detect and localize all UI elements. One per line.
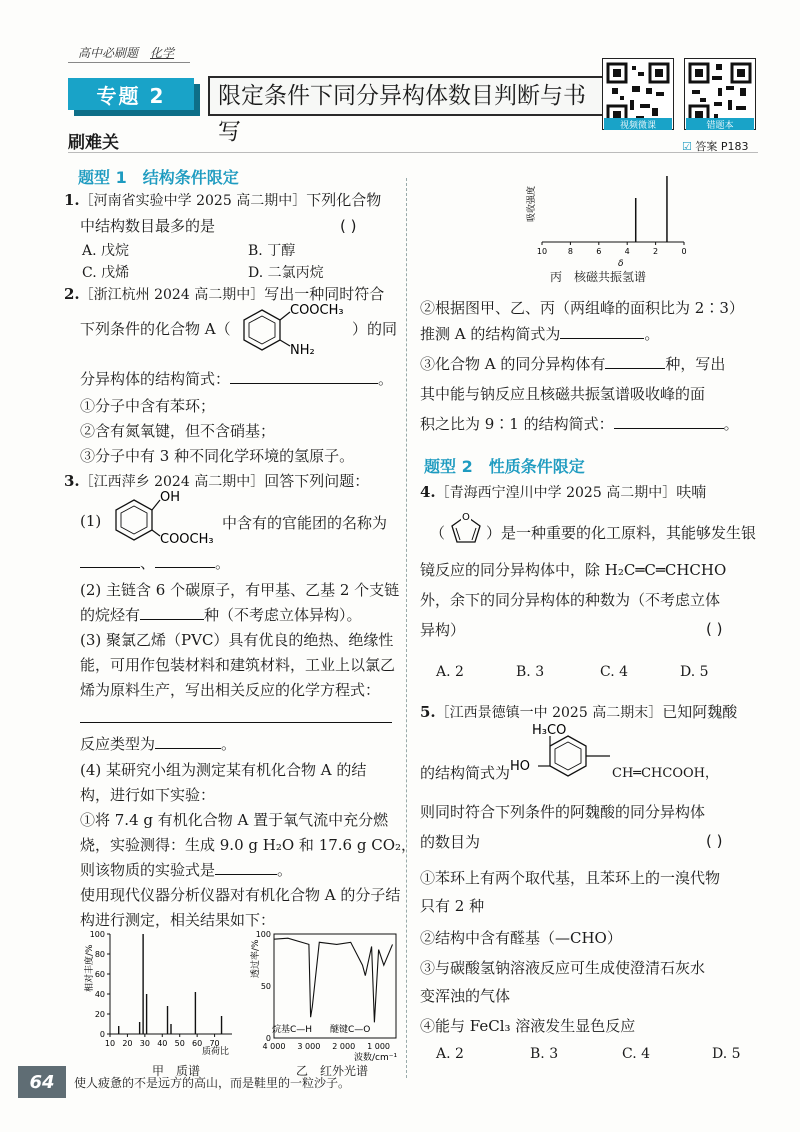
ms-caption: 甲 质谱 bbox=[152, 1064, 201, 1078]
q3-part1-label: (1) bbox=[80, 512, 102, 530]
section-2-heading: 题型 2 性质条件限定 bbox=[424, 457, 585, 476]
ms-y-tick-label: 60 bbox=[94, 970, 105, 979]
check-icon: ☑ bbox=[682, 140, 692, 153]
ms-x-tick-label: 50 bbox=[174, 1039, 185, 1048]
q1-option-a[interactable]: A. 戊烷 bbox=[82, 243, 130, 259]
answer-reference: ☑ 答案 P183 bbox=[682, 140, 749, 153]
q3-part4-line11: 其中能与钠反应且核磁共振氢谱吸收峰的面 bbox=[420, 385, 706, 403]
mass-spectrum-chart bbox=[84, 928, 244, 1064]
q3-part4-line6: 使用现代仪器分析仪器对有机化合物 A 的分子结 bbox=[80, 886, 401, 904]
q3-structure-diagram bbox=[104, 488, 224, 550]
question-3-heading: 3.［江西萍乡 2024 高二期中］回答下列问题： bbox=[64, 472, 370, 490]
topic-title: 限定条件下同分异构体数目判断与书写 bbox=[208, 76, 610, 116]
qr-video-label: 视频微课 bbox=[604, 118, 672, 130]
q1-option-d[interactable]: D. 二氯丙烷 bbox=[248, 265, 324, 281]
ms-y-tick-label: 100 bbox=[89, 930, 105, 939]
q2-answer-blank[interactable] bbox=[230, 382, 378, 384]
question-2: 2.［浙江杭州 2024 高二期中］写出一种同时符合 bbox=[64, 285, 385, 303]
header-divider bbox=[68, 152, 758, 153]
q4-stem-line4: 外，余下的同分异构体的种数为（不考虑立体 bbox=[420, 591, 721, 609]
q4-answer-paren[interactable]: ( ) bbox=[706, 620, 723, 638]
furan-oxygen-label: O bbox=[462, 512, 470, 523]
ir-y-tick-label: 50 bbox=[260, 982, 271, 991]
ir-ylabel: 透过率/% bbox=[251, 939, 261, 978]
q3-part4-line1: (4) 某研究小组为测定某有机化合物 A 的结 bbox=[80, 761, 367, 779]
q1-option-c[interactable]: C. 戊烯 bbox=[82, 265, 130, 281]
nmr-ylabel: 吸收强度 bbox=[527, 185, 537, 222]
q3-blank-2[interactable] bbox=[155, 566, 215, 568]
furan-structure-diagram bbox=[446, 510, 486, 550]
ir-series-line bbox=[274, 938, 393, 1022]
q4-stem-line2: ）是一种重要的化工原料，其能够发生银 bbox=[486, 524, 757, 542]
nmr-x-tick-label: 4 bbox=[624, 247, 630, 256]
ir-x-tick-label: 3 000 bbox=[297, 1042, 321, 1051]
q4-paren-open: （ bbox=[430, 524, 446, 542]
q3-reaction-type-blank[interactable] bbox=[155, 747, 221, 749]
q3-part4-line3: ①将 7.4 g 有机化合物 A 置于氧气流中充分燃 bbox=[80, 811, 389, 829]
ir-xlabel: 波数/cm⁻¹ bbox=[354, 1053, 398, 1063]
question-5-heading: 5.［江西景德镇一中 2025 高二期末］已知阿魏酸 bbox=[420, 703, 738, 721]
difficulty-label: 刷难关 bbox=[68, 133, 119, 153]
q5-stem-line3: 则同时符合下列条件的阿魏酸的同分异构体 bbox=[420, 803, 706, 821]
q2-stem-line: 下列条件的化合物 A（ bbox=[80, 320, 231, 338]
q3-part4-line10: ③化合物 A 的同分异构体有 种，写出 bbox=[420, 355, 726, 373]
q5-option-c[interactable]: C. 4 bbox=[622, 1046, 651, 1062]
nmr-caption: 丙 核磁共振氢谱 bbox=[550, 270, 647, 284]
footer-quote: 使人疲惫的不是远方的高山，而是鞋里的一粒沙子。 bbox=[74, 1076, 351, 1090]
q4-stem-line5: 异构） bbox=[420, 621, 466, 639]
q5-option-a[interactable]: A. 2 bbox=[436, 1046, 464, 1062]
ms-y-tick-label: 0 bbox=[99, 1030, 105, 1039]
q4-option-b[interactable]: B. 3 bbox=[516, 664, 545, 680]
q2-condition-1: ①分子中含有苯环； bbox=[80, 397, 216, 415]
q5-condition-4: ④能与 FeCl₃ 溶液发生显色反应 bbox=[420, 1017, 636, 1035]
q2-struct-ester-label: COOCH₃ bbox=[290, 303, 344, 318]
q3-part4-line2: 构，进行如下实验： bbox=[80, 786, 216, 804]
q3-part2-line1: (2) 主链含 6 个碳原子，有甲基、乙基 2 个支链 bbox=[80, 581, 400, 599]
q3-part3-line3: 烯为原料生产，写出相关反应的化学方程式： bbox=[80, 681, 381, 699]
q5-stem-line2: 的结构简式为 bbox=[420, 764, 511, 782]
ir-caption: 乙 红外光谱 bbox=[296, 1064, 369, 1078]
ms-y-tick-label: 20 bbox=[94, 1010, 105, 1019]
ir-frame bbox=[274, 934, 396, 1038]
q3-structure-blank[interactable] bbox=[560, 337, 644, 339]
ms-y-tick-label: 40 bbox=[94, 990, 105, 999]
q3-part4-line9: 推测 A 的结构简式为 。 bbox=[420, 325, 660, 343]
ms-y-tick-label: 80 bbox=[94, 950, 105, 959]
q3-part2-line2: 的烷烃有 种（不考虑立体异构）。 bbox=[80, 606, 362, 624]
section-1-heading: 题型 1 结构条件限定 bbox=[78, 168, 239, 187]
book-title: 高中必刷题 化学 bbox=[78, 46, 175, 60]
q5-struct-methoxy-label: H₃CO bbox=[532, 723, 567, 738]
q5-struct-hydroxy-label: HO bbox=[510, 759, 531, 774]
question-4-heading: 4.［青海西宁湟川中学 2025 高二期中］呋喃 bbox=[420, 483, 707, 501]
ms-x-tick-label: 70 bbox=[209, 1039, 220, 1048]
q1-option-b[interactable]: B. 丁醇 bbox=[248, 243, 296, 259]
q3-part3-line2: 能，可用作包装材料和建筑材料，工业上以氯乙 bbox=[80, 656, 396, 674]
ir-y-tick-label: 100 bbox=[255, 930, 271, 939]
q4-option-c[interactable]: C. 4 bbox=[600, 664, 629, 680]
q3-part3-line4: 反应类型为 。 bbox=[80, 735, 237, 753]
q3-part4-line5: 则该物质的实验式是 。 bbox=[80, 861, 293, 879]
ir-annotation-1: 烷基C—H bbox=[272, 1025, 313, 1035]
ms-ylabel: 相对丰度/% bbox=[85, 944, 95, 992]
q3-part3-line1: (3) 聚氯乙烯（PVC）具有优良的绝热、绝缘性 bbox=[80, 631, 394, 649]
q3-part2-blank[interactable] bbox=[140, 618, 204, 620]
q3-struct-ester-label: COOCH₃ bbox=[160, 532, 214, 547]
page-number: 64 bbox=[18, 1066, 66, 1098]
ms-x-tick-label: 10 bbox=[104, 1039, 116, 1048]
q3-part4-line7: 构进行测定，相关结果如下： bbox=[80, 911, 276, 929]
ms-x-tick-label: 20 bbox=[122, 1039, 133, 1048]
q5-condition-3a: ③与碳酸氢钠溶液反应可生成使澄清石灰水 bbox=[420, 959, 706, 977]
q4-option-a[interactable]: A. 2 bbox=[436, 664, 464, 680]
q3-empirical-formula-blank[interactable] bbox=[215, 873, 277, 875]
topic-number: 专题 2 bbox=[68, 78, 194, 110]
q5-struct-acid-label: CH═CHCOOH， bbox=[612, 766, 718, 781]
ms-x-tick-label: 60 bbox=[192, 1039, 203, 1048]
q5-option-d[interactable]: D. 5 bbox=[712, 1046, 741, 1062]
q2-condition-2: ②含有氮氧键，但不含硝基； bbox=[80, 422, 276, 440]
qr-error-label: 错题本 bbox=[686, 118, 754, 130]
nmr-x-tick-label: 0 bbox=[681, 247, 687, 256]
q3-part1-blanks: 、 。 bbox=[80, 552, 230, 573]
q2-answer-line: 分异构体的结构简式： 。 bbox=[80, 370, 394, 388]
header-rule bbox=[68, 62, 190, 64]
q3-isomer-structure-blank[interactable] bbox=[614, 427, 724, 429]
q5-stem-line4: 的数目为 bbox=[420, 833, 481, 851]
nmr-x-tick-label: 8 bbox=[567, 247, 573, 256]
nmr-x-tick-label: 10 bbox=[536, 247, 548, 256]
q5-condition-3b: 变浑浊的气体 bbox=[420, 987, 511, 1005]
column-divider bbox=[406, 178, 407, 1078]
q2-condition-3: ③分子中有 3 种不同化学环境的氢原子。 bbox=[80, 447, 355, 465]
nmr-x-tick-label: 2 bbox=[653, 247, 659, 256]
q3-isomer-count-blank[interactable] bbox=[605, 367, 665, 369]
q5-condition-2: ②结构中含有醛基（—CHO） bbox=[420, 929, 622, 947]
q3-part4-line12: 积之比为 9∶1 的结构简式： 。 bbox=[420, 415, 739, 433]
ir-x-tick-label: 2 000 bbox=[332, 1042, 356, 1051]
q4-option-d[interactable]: D. 5 bbox=[680, 664, 709, 680]
nmr-xlabel: δ bbox=[618, 259, 624, 268]
q5-condition-1a: ①苯环上有两个取代基，且苯环上的一溴代物 bbox=[420, 869, 721, 887]
q3-struct-oh-label: OH bbox=[160, 490, 181, 505]
q5-answer-paren[interactable]: ( ) bbox=[706, 832, 723, 850]
q3-blank-1[interactable] bbox=[80, 566, 140, 568]
ir-x-tick-label: 4 000 bbox=[262, 1042, 286, 1051]
q3-part4-line4: 烧，实验测得：生成 9.0 g H₂O 和 17.6 g CO₂， bbox=[80, 836, 417, 854]
q3-part1-text: 中含有的官能团的名称为 bbox=[222, 514, 388, 532]
ir-x-tick-label: 1 000 bbox=[367, 1042, 391, 1051]
ms-x-tick-label: 40 bbox=[157, 1039, 168, 1048]
q5-condition-1b: 只有 2 种 bbox=[420, 897, 485, 915]
q4-stem-line3: 镜反应的同分异构体中，除 H₂C═C═CHCHO bbox=[420, 561, 727, 579]
subject-label: 化学 bbox=[150, 46, 175, 60]
q2-stem-tail: ）的同 bbox=[352, 320, 398, 338]
ir-annotation-2: 醚键C—O bbox=[330, 1025, 371, 1035]
q3-part4-line8: ②根据图甲、乙、丙（两组峰的面积比为 2∶3） bbox=[420, 299, 744, 317]
q2-structure-diagram bbox=[232, 298, 362, 360]
ms-x-tick-label: 30 bbox=[139, 1039, 150, 1048]
q3-equation-blank[interactable] bbox=[80, 722, 392, 723]
q2-struct-amine-label: NH₂ bbox=[290, 343, 315, 358]
q5-option-b[interactable]: B. 3 bbox=[530, 1046, 559, 1062]
ms-xlabel: 质荷比 bbox=[202, 1047, 230, 1057]
question-1: 1.［河南省实验中学 2025 高二期中］下列化合物 中结构数目最多的是 ( ) A. 戊烷 B. 丁醇 C. 戊烯 D. 二氯丙烷 bbox=[64, 188, 404, 283]
nmr-x-tick-label: 6 bbox=[596, 247, 602, 256]
q1-answer-paren[interactable]: ( ) bbox=[340, 217, 357, 235]
nmr-spectrum-chart bbox=[520, 172, 690, 268]
ir-y-tick-label: 0 bbox=[265, 1034, 271, 1043]
ir-spectrum-chart bbox=[250, 928, 400, 1064]
